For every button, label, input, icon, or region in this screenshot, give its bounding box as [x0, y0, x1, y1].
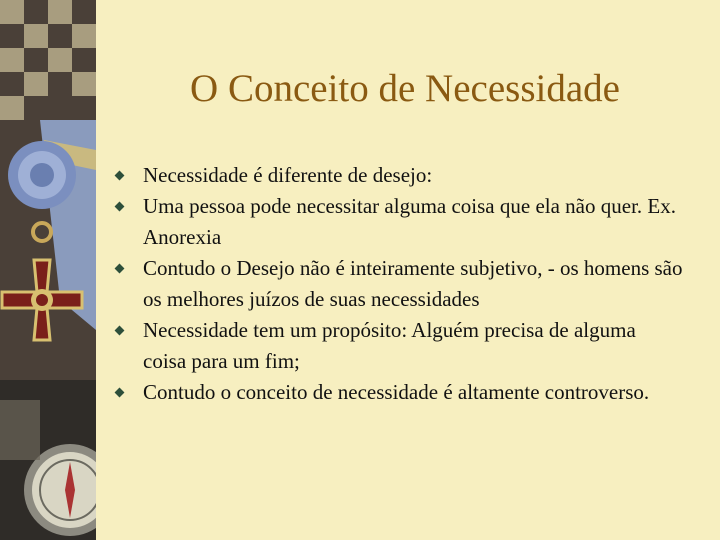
list-item — [114, 191, 684, 253]
bullet-text: Contudo o Desejo não é inteiramente subjetivo, - os homens são os melhores juízos de suas necessidades — [143, 256, 683, 311]
medals-and-compass-image — [0, 0, 96, 540]
bullet-list — [114, 160, 684, 408]
list-item — [114, 160, 684, 191]
bullet-text: Contudo o conceito de necessidade é altamente controverso. — [143, 380, 650, 404]
diamond-bullet-icon — [115, 264, 125, 274]
list-item — [114, 253, 684, 315]
bullet-text: Necessidade é diferente de desejo: — [143, 163, 433, 187]
bullet-text: Necessidade tem um propósito: Alguém precisa de alguma coisa para um fim; — [143, 318, 636, 373]
diamond-bullet-icon — [115, 326, 125, 336]
list-item — [114, 377, 684, 408]
diamond-bullet-icon — [115, 202, 125, 212]
diamond-bullet-icon — [115, 171, 125, 181]
diamond-bullet-icon — [115, 388, 125, 398]
slide-title: O Conceito de Necessidade — [190, 67, 620, 110]
bullet-text: Uma pessoa pode necessitar alguma coisa que ela não quer. Ex. Anorexia — [143, 194, 676, 249]
list-item — [114, 315, 684, 377]
